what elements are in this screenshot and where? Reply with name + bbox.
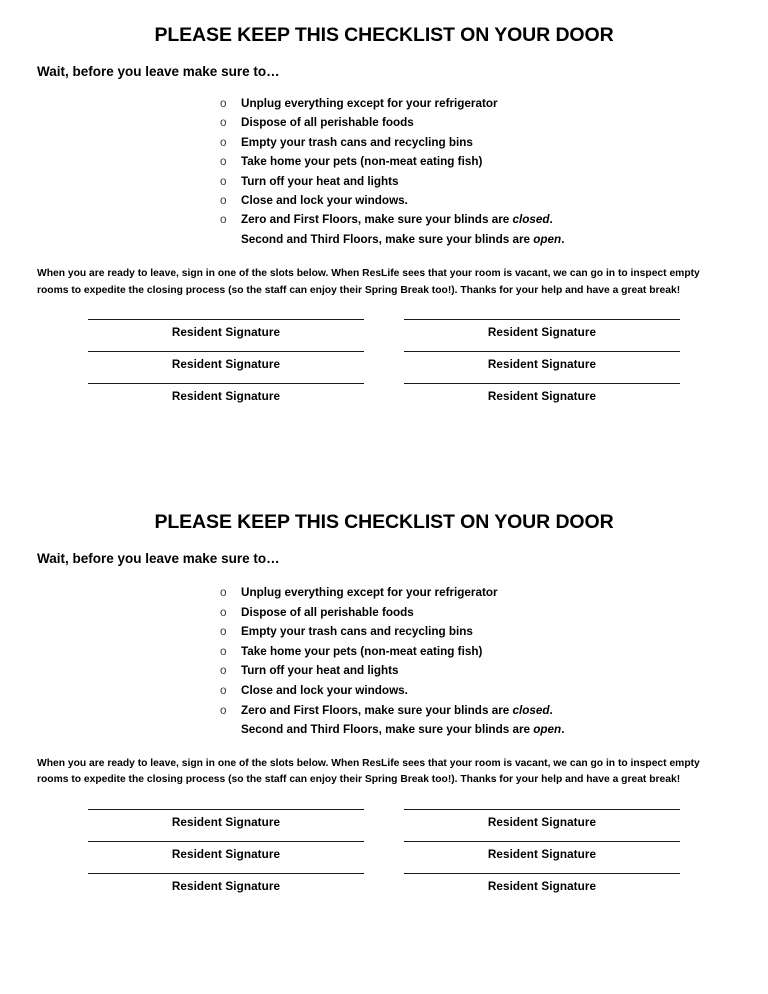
list-item bbox=[0, 94, 768, 113]
circle-bullet-icon: o bbox=[220, 135, 227, 149]
list-item-label: Unplug everything except for your refrigerator bbox=[241, 96, 498, 110]
signature-slot[interactable] bbox=[88, 383, 364, 403]
signature-block bbox=[0, 789, 768, 893]
subheading: Wait, before you leave make sure to… bbox=[37, 64, 280, 80]
list-item-blinds bbox=[0, 701, 768, 721]
list-item bbox=[0, 622, 768, 642]
signature-row bbox=[0, 841, 768, 861]
blinds-first-emphasis: closed bbox=[512, 213, 550, 227]
signature-slot[interactable] bbox=[404, 383, 680, 403]
blinds-second-emphasis: open bbox=[533, 232, 562, 246]
signature-slot[interactable] bbox=[404, 873, 680, 893]
signature-row bbox=[0, 383, 768, 403]
checklist-list bbox=[0, 81, 768, 230]
signature-label: Resident Signature bbox=[171, 326, 281, 340]
signature-row bbox=[0, 809, 768, 829]
list-item-label: Turn off your heat and lights bbox=[241, 664, 399, 678]
blinds-first-suffix: . bbox=[549, 213, 553, 227]
circle-bullet-icon: o bbox=[220, 585, 227, 599]
blinds-second-line bbox=[0, 720, 768, 740]
signature-slot[interactable] bbox=[88, 841, 364, 861]
signature-label: Resident Signature bbox=[487, 326, 597, 340]
list-item bbox=[0, 172, 768, 191]
list-item bbox=[0, 583, 768, 603]
signature-label: Resident Signature bbox=[171, 879, 281, 893]
subheading: Wait, before you leave make sure to… bbox=[37, 551, 280, 567]
signature-slot[interactable] bbox=[88, 809, 364, 829]
circle-bullet-icon: o bbox=[220, 644, 227, 658]
signature-slot[interactable] bbox=[404, 841, 680, 861]
list-item-label: Take home your pets (non-meat eating fish) bbox=[241, 155, 483, 169]
circle-bullet-icon: o bbox=[220, 625, 227, 639]
blinds-first-emphasis: closed bbox=[512, 703, 550, 717]
signature-slot[interactable] bbox=[404, 809, 680, 829]
signature-row bbox=[0, 873, 768, 893]
blinds-second-line bbox=[0, 230, 768, 249]
circle-bullet-icon: o bbox=[220, 116, 227, 130]
list-item bbox=[0, 113, 768, 132]
list-item-label: Dispose of all perishable foods bbox=[241, 605, 414, 619]
circle-bullet-icon: o bbox=[220, 664, 227, 678]
list-item-label: Empty your trash cans and recycling bins bbox=[241, 135, 473, 149]
blinds-second-suffix: . bbox=[561, 232, 565, 246]
signature-slot[interactable] bbox=[88, 873, 364, 893]
circle-bullet-icon: o bbox=[220, 605, 227, 619]
signature-label: Resident Signature bbox=[487, 815, 597, 829]
instructions-paragraph: When you are ready to leave, sign in one of the slots below. When ResLife sees that your room is vacant, we can go in to inspect empty rooms to expedite the closing process (so the staff can enjoy their Spring Break too!). Thanks for your help and have a great break! bbox=[37, 268, 700, 296]
circle-bullet-icon: o bbox=[220, 193, 227, 207]
list-item bbox=[0, 133, 768, 152]
signature-slot[interactable] bbox=[88, 319, 364, 339]
list-item bbox=[0, 642, 768, 662]
list-item-blinds bbox=[0, 210, 768, 229]
signature-label: Resident Signature bbox=[487, 847, 597, 861]
circle-bullet-icon: o bbox=[220, 213, 227, 227]
list-item-label: Take home your pets (non-meat eating fish) bbox=[241, 644, 483, 658]
circle-bullet-icon: o bbox=[220, 96, 227, 110]
list-item-label: Empty your trash cans and recycling bins bbox=[241, 625, 473, 639]
signature-label: Resident Signature bbox=[171, 390, 281, 404]
circle-bullet-icon: o bbox=[220, 683, 227, 697]
signature-block bbox=[0, 299, 768, 403]
circle-bullet-icon: o bbox=[220, 174, 227, 188]
page-title: PLEASE KEEP THIS CHECKLIST ON YOUR DOOR bbox=[154, 24, 614, 46]
list-item-label: Turn off your heat and lights bbox=[241, 174, 399, 188]
signature-label: Resident Signature bbox=[171, 815, 281, 829]
signature-slot[interactable] bbox=[404, 351, 680, 371]
list-item bbox=[0, 191, 768, 210]
checklist-list bbox=[0, 568, 768, 720]
blinds-first-text: Zero and First Floors, make sure your blinds are bbox=[241, 213, 513, 227]
checklist-copy-bottom bbox=[0, 487, 768, 905]
list-item bbox=[0, 661, 768, 681]
blinds-second-emphasis: open bbox=[533, 723, 562, 737]
page-title: PLEASE KEEP THIS CHECKLIST ON YOUR DOOR bbox=[154, 511, 614, 533]
blinds-second-text: Second and Third Floors, make sure your blinds are bbox=[241, 723, 534, 737]
checklist-copy-top bbox=[0, 0, 768, 415]
list-item-label: Close and lock your windows. bbox=[241, 193, 408, 207]
blinds-first-text: Zero and First Floors, make sure your blinds are bbox=[241, 703, 513, 717]
signature-row bbox=[0, 351, 768, 371]
signature-label: Resident Signature bbox=[487, 358, 597, 372]
list-item-label: Dispose of all perishable foods bbox=[241, 116, 414, 130]
list-item-label: Close and lock your windows. bbox=[241, 683, 408, 697]
signature-slot[interactable] bbox=[88, 351, 364, 371]
circle-bullet-icon: o bbox=[220, 703, 227, 717]
signature-label: Resident Signature bbox=[171, 847, 281, 861]
signature-slot[interactable] bbox=[404, 319, 680, 339]
blinds-second-text: Second and Third Floors, make sure your blinds are bbox=[241, 232, 534, 246]
signature-label: Resident Signature bbox=[487, 390, 597, 404]
list-item bbox=[0, 603, 768, 623]
blinds-second-suffix: . bbox=[561, 723, 565, 737]
list-item bbox=[0, 152, 768, 171]
circle-bullet-icon: o bbox=[220, 155, 227, 169]
signature-row bbox=[0, 319, 768, 339]
instructions-paragraph: When you are ready to leave, sign in one of the slots below. When ResLife sees that your room is vacant, we can go in to inspect empty rooms to expedite the closing process (so the staff can enjoy their Spring Break too!). Thanks for your help and have a great break! bbox=[37, 757, 700, 786]
list-item-label: Unplug everything except for your refrigerator bbox=[241, 585, 498, 599]
signature-label: Resident Signature bbox=[171, 358, 281, 372]
blinds-first-suffix: . bbox=[549, 703, 553, 717]
list-item bbox=[0, 681, 768, 701]
signature-label: Resident Signature bbox=[487, 879, 597, 893]
